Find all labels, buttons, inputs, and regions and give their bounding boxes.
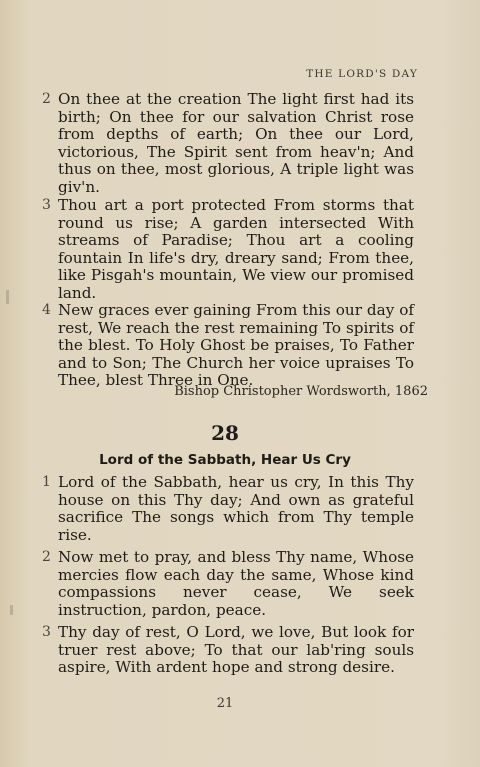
- hymn-title: Lord of the Sabbath, Hear Us Cry: [99, 452, 351, 468]
- author-attribution: Bishop Christopher Wordsworth, 1862: [174, 384, 428, 399]
- verse-prev-4: [42, 302, 414, 390]
- page-number: 21: [216, 696, 234, 711]
- verse-number: 2: [42, 91, 51, 107]
- verse-number: 3: [42, 197, 51, 213]
- verse-prev-2: [42, 91, 414, 196]
- verse-text: Thou art a port protected From storms that round us rise; A garden intersected With streams of Paradise; Thou art a cooling fountain In life's dry, dreary sand; From thee, like Pisgah's mountain, We view our promised land.: [58, 196, 414, 302]
- verse-text: Lord of the Sabbath, hear us cry, In this Thy house on this Thy day; And own as grateful sacrifice The songs which from Thy temple rise.: [58, 473, 414, 544]
- verse-number: 3: [42, 624, 51, 640]
- verse-text: Thy day of rest, O Lord, we love, But look for truer rest above; To that our lab'ring souls aspire, With ardent hope and strong desire.: [58, 623, 414, 676]
- hymn-number: 28: [211, 421, 239, 445]
- verse-number: 4: [42, 302, 51, 318]
- verse-1: [42, 474, 414, 544]
- paper-blemish: [6, 290, 9, 304]
- verse-2: [42, 549, 414, 619]
- verse-prev-3: [42, 197, 414, 302]
- verse-number: 1: [42, 474, 51, 490]
- verse-number: 2: [42, 549, 51, 565]
- verse-text: On thee at the creation The light first had its birth; On thee for our salvation Christ rose from depths of earth; On thee our Lord, victorious, The Spirit sent from heav'n; And thus on thee, most glorious, A triple light was giv'n.: [58, 90, 414, 196]
- paper-blemish: [10, 605, 13, 615]
- running-head: THE LORD'S DAY: [306, 68, 418, 80]
- verse-text: Now met to pray, and bless Thy name, Whose mercies flow each day the same, Whose kind compassions never cease, We seek instruction, pardon, peace.: [58, 548, 414, 619]
- verse-3: [42, 624, 414, 677]
- verse-text: New graces ever gaining From this our day of rest, We reach the rest remaining To spirits of the blest. To Holy Ghost be praises, To Father and to Son; The Church her voice upraises To Thee, blest Three in One.: [58, 301, 414, 389]
